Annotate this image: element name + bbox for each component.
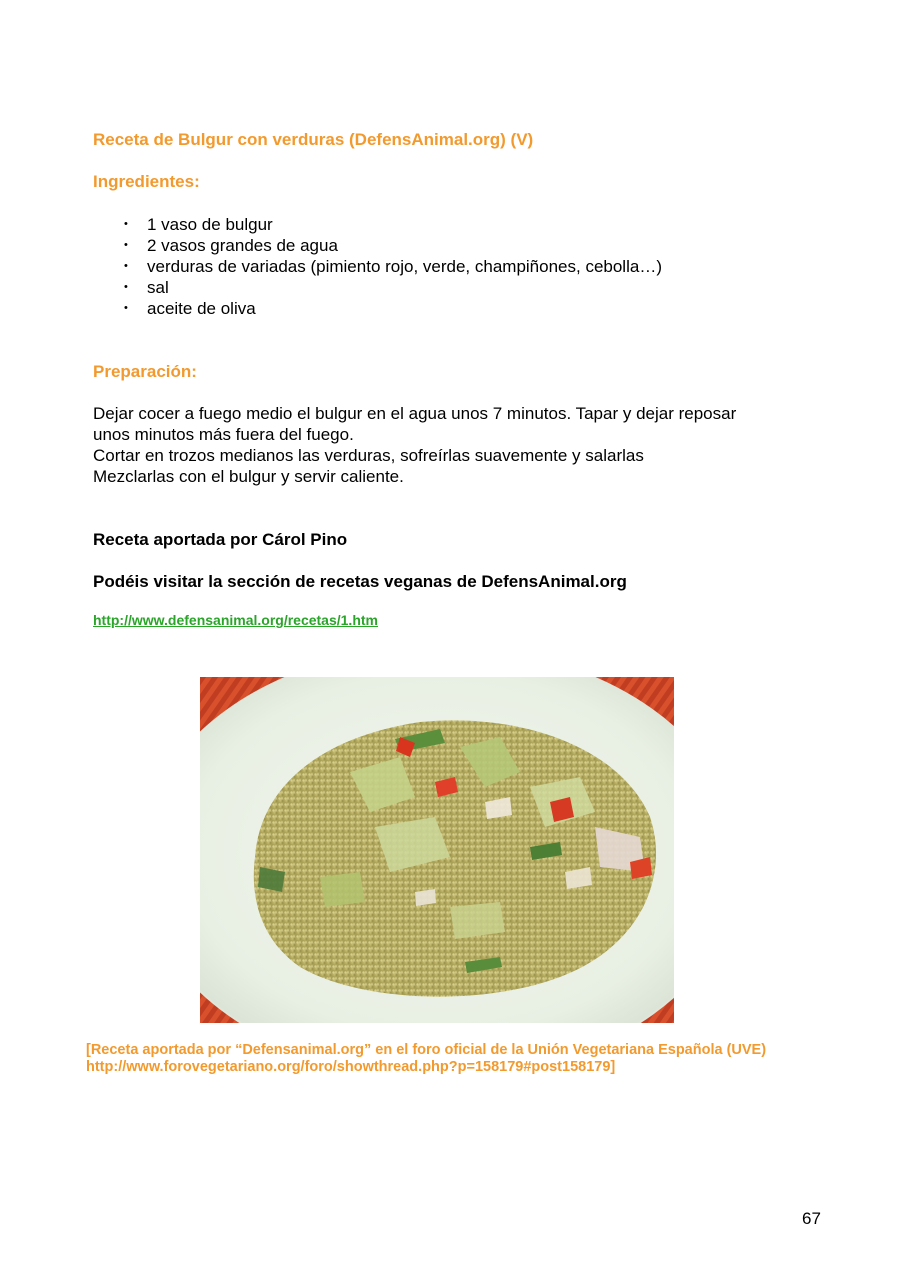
- ingredient-text: 2 vasos grandes de agua: [147, 236, 338, 255]
- ingredient-item: [93, 214, 662, 235]
- preparation-heading: Preparación:: [93, 362, 197, 381]
- bullet-icon: •: [124, 260, 128, 272]
- source-credit: [86, 1042, 766, 1076]
- ingredient-item: [93, 298, 662, 319]
- bulgur-dish-photo: [200, 677, 674, 1023]
- bullet-icon: •: [124, 302, 128, 314]
- bullet-icon: •: [124, 218, 128, 230]
- ingredient-item: [93, 277, 662, 298]
- visit-section-text: Podéis visitar la sección de recetas veganas de DefensAnimal.org: [93, 572, 627, 591]
- ingredient-text: aceite de oliva: [147, 299, 256, 318]
- ingredient-item: [93, 256, 662, 277]
- bullet-icon: •: [124, 239, 128, 251]
- ingredients-list: [93, 214, 662, 319]
- credit-line: [Receta aportada por “Defensanimal.org” en el foro oficial de la Unión Vegetariana Española (UVE): [86, 1042, 767, 1058]
- preparation-line: Mezclarlas con el bulgur y servir caliente.: [93, 467, 404, 486]
- preparation-line: Dejar cocer a fuego medio el bulgur en el agua unos 7 minutos. Tapar y dejar reposar: [93, 404, 737, 423]
- preparation-line: unos minutos más fuera del fuego.: [93, 425, 354, 444]
- ingredient-text: sal: [147, 278, 169, 297]
- bullet-icon: •: [124, 281, 128, 293]
- recipe-title: Receta de Bulgur con verduras (DefensAnimal.org) (V): [93, 130, 534, 149]
- credit-url: http://www.forovegetariano.org/foro/showthread.php?p=158179#post158179]: [86, 1059, 616, 1075]
- preparation-line: Cortar en trozos medianos las verduras, sofreírlas suavemente y salarlas: [93, 446, 644, 465]
- ingredient-text: verduras de variadas (pimiento rojo, verde, champiñones, cebolla…): [147, 257, 662, 276]
- page-number: 67: [802, 1209, 821, 1228]
- ingredient-text: 1 vaso de bulgur: [147, 215, 273, 234]
- ingredients-heading: Ingredientes:: [93, 172, 200, 191]
- contributor-line: Receta aportada por Cárol Pino: [93, 530, 348, 549]
- ingredient-item: [93, 235, 662, 256]
- recipes-link[interactable]: http://www.defensanimal.org/recetas/1.htm: [93, 612, 378, 628]
- preparation-text: [93, 403, 813, 487]
